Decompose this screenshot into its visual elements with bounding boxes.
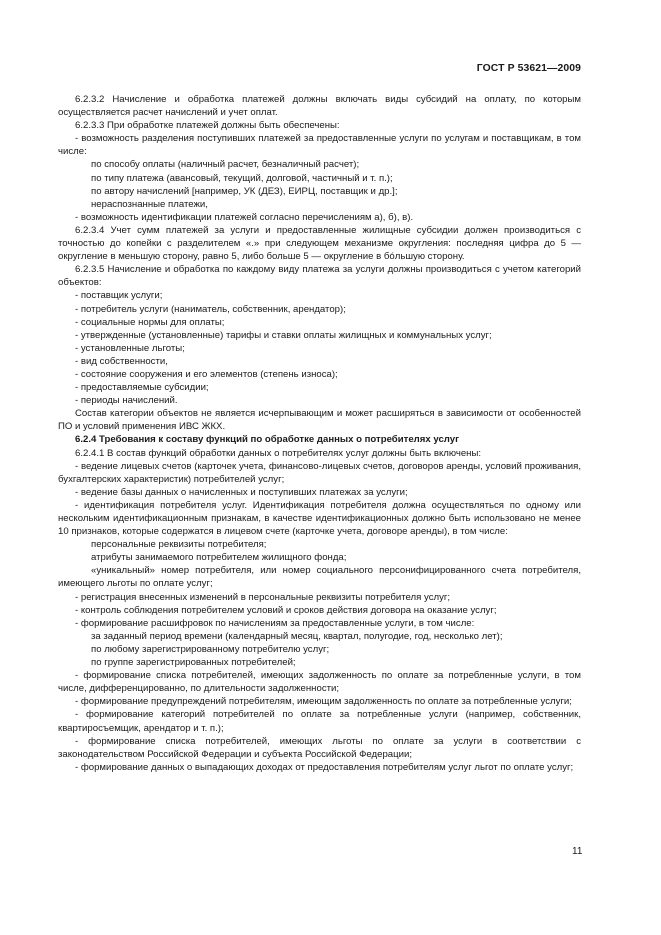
- document-body: [58, 93, 581, 774]
- list-item: - состояние сооружения и его элементов (степень износа);: [75, 368, 338, 380]
- list-item: - ведение лицевых счетов (карточек учета, финансово-лицевых счетов, договоров аренды, условий проживания, бухгалтерских характеристик) потребителей услуг;: [58, 460, 581, 485]
- sub-list-item: по автору начислений [например, УК (ДЕЗ), ЕИРЦ, поставщик и др.];: [91, 185, 398, 197]
- list-item: - потребитель услуги (наниматель, собственник, арендатор);: [75, 303, 346, 315]
- list-item: - социальные нормы для оплаты;: [75, 316, 225, 328]
- paragraph: 6.2.3.5 Начисление и обработка по каждому виду платежа за услуги должны производиться с учетом категорий объектов:: [58, 264, 581, 289]
- list-item: - установленные льготы;: [75, 342, 185, 354]
- sub-list-item: нераспознанные платежи,: [91, 198, 208, 210]
- list-item: - поставщик услуги;: [75, 290, 163, 302]
- list-item: - периоды начислений.: [75, 395, 178, 407]
- sub-list-item: персональные реквизиты потребителя;: [91, 539, 267, 551]
- standard-header: ГОСТ Р 53621—2009: [476, 63, 581, 74]
- paragraph: 6.2.3.3 При обработке платежей должны быть обеспечены:: [75, 120, 340, 132]
- list-item: - ведение базы данных о начисленных и поступивших платежах за услуги;: [75, 486, 408, 498]
- list-item: - вид собственности,: [75, 355, 168, 367]
- paragraph: 6.2.4 Требования к составу функций по обработке данных о потребителях услуг: [75, 434, 460, 446]
- list-item: - идентификация потребителя услуг. Идентификация потребителя должна осуществляться по одному или нескольким идентификационным признакам, в качестве идентификационных должно быть использовано не менее 10 признаков, которые содержатся в лицевом счете (карточке учета, договоре аренды), в том числе:: [58, 499, 581, 538]
- list-item: - формирование списка потребителей, имеющих льготы по оплате за услуги в соответствии с законодательством Российской Федерации и субъекта Российской Федерации;: [58, 735, 581, 760]
- list-item: - формирование расшифровок по начислениям за предоставленные услуги, в том числе:: [75, 617, 475, 629]
- page-number: 11: [572, 846, 583, 857]
- list-item: - контроль соблюдения потребителем условий и сроков действия договора на оказание услуг;: [75, 604, 497, 616]
- paragraph: 6.2.4.1 В состав функций обработки данных о потребителях услуг должны быть включены:: [75, 447, 482, 459]
- sub-list-item: по типу платежа (авансовый, текущий, долговой, частичный и т. п.);: [91, 172, 393, 184]
- sub-list-item: по группе зарегистрированных потребителей;: [91, 657, 296, 669]
- list-item: - формирование списка потребителей, имеющих задолженность по оплате за потребленные услуги, в том числе, дифференцированно, по длительности задолженности;: [58, 670, 581, 695]
- sub-list-item: за заданный период времени (календарный месяц, квартал, полугодие, год, несколько лет);: [91, 630, 503, 642]
- paragraph: «уникальный» номер потребителя, или номер социального персонифицированного счета потребителя, имеющего льготы по оплате услуг;: [58, 565, 581, 590]
- sub-list-item: по способу оплаты (наличный расчет, безналичный расчет);: [91, 159, 360, 171]
- list-item: - регистрация внесенных изменений в персональные реквизиты потребителя услуг;: [75, 591, 451, 603]
- paragraph: Состав категории объектов не является исчерпывающим и может расширяться в зависимости от особенностей ПО и условий применения ИВС ЖКХ.: [58, 408, 581, 433]
- list-item: - формирование данных о выпадающих доходах от предоставления потребителям услуг льгот по оплате услуг;: [75, 761, 574, 773]
- sub-list-item: по любому зарегистрированному потребителю услуг;: [91, 643, 330, 655]
- list-item: - возможность разделения поступивших платежей за предоставленные услуги по услугам и поставщикам, в том числе:: [58, 133, 581, 158]
- sub-list-item: атрибуты занимаемого потребителем жилищного фонда;: [91, 552, 347, 564]
- list-item: - формирование категорий потребителей по оплате за потребленные услуги (например, собственник, квартиросъемщик, арендатор и т. п.);: [58, 709, 581, 734]
- list-item: - утвержденные (установленные) тарифы и ставки оплаты жилищных и коммунальных услуг;: [75, 329, 492, 341]
- paragraph: 6.2.3.4 Учет сумм платежей за услуги и предоставленные жилищные субсидии должен производиться с точностью до копейки с разделителем «.» при следующем механизме округления: последняя цифра до 5 — округление в меньшую сторону, равно 5, либо больше 5 — округление в бóльшую сторону.: [58, 224, 581, 263]
- list-item: - предоставляемые субсидии;: [75, 382, 209, 394]
- paragraph: 6.2.3.2 Начисление и обработка платежей должны включать виды субсидий на оплату, по которым осуществляется расчет начислений и учет оплат.: [58, 94, 581, 119]
- list-item: - возможность идентификации платежей согласно перечислениям а), б), в).: [75, 211, 414, 223]
- list-item: - формирование предупреждений потребителям, имеющим задолженность по оплате за потребленные услуги;: [75, 696, 572, 708]
